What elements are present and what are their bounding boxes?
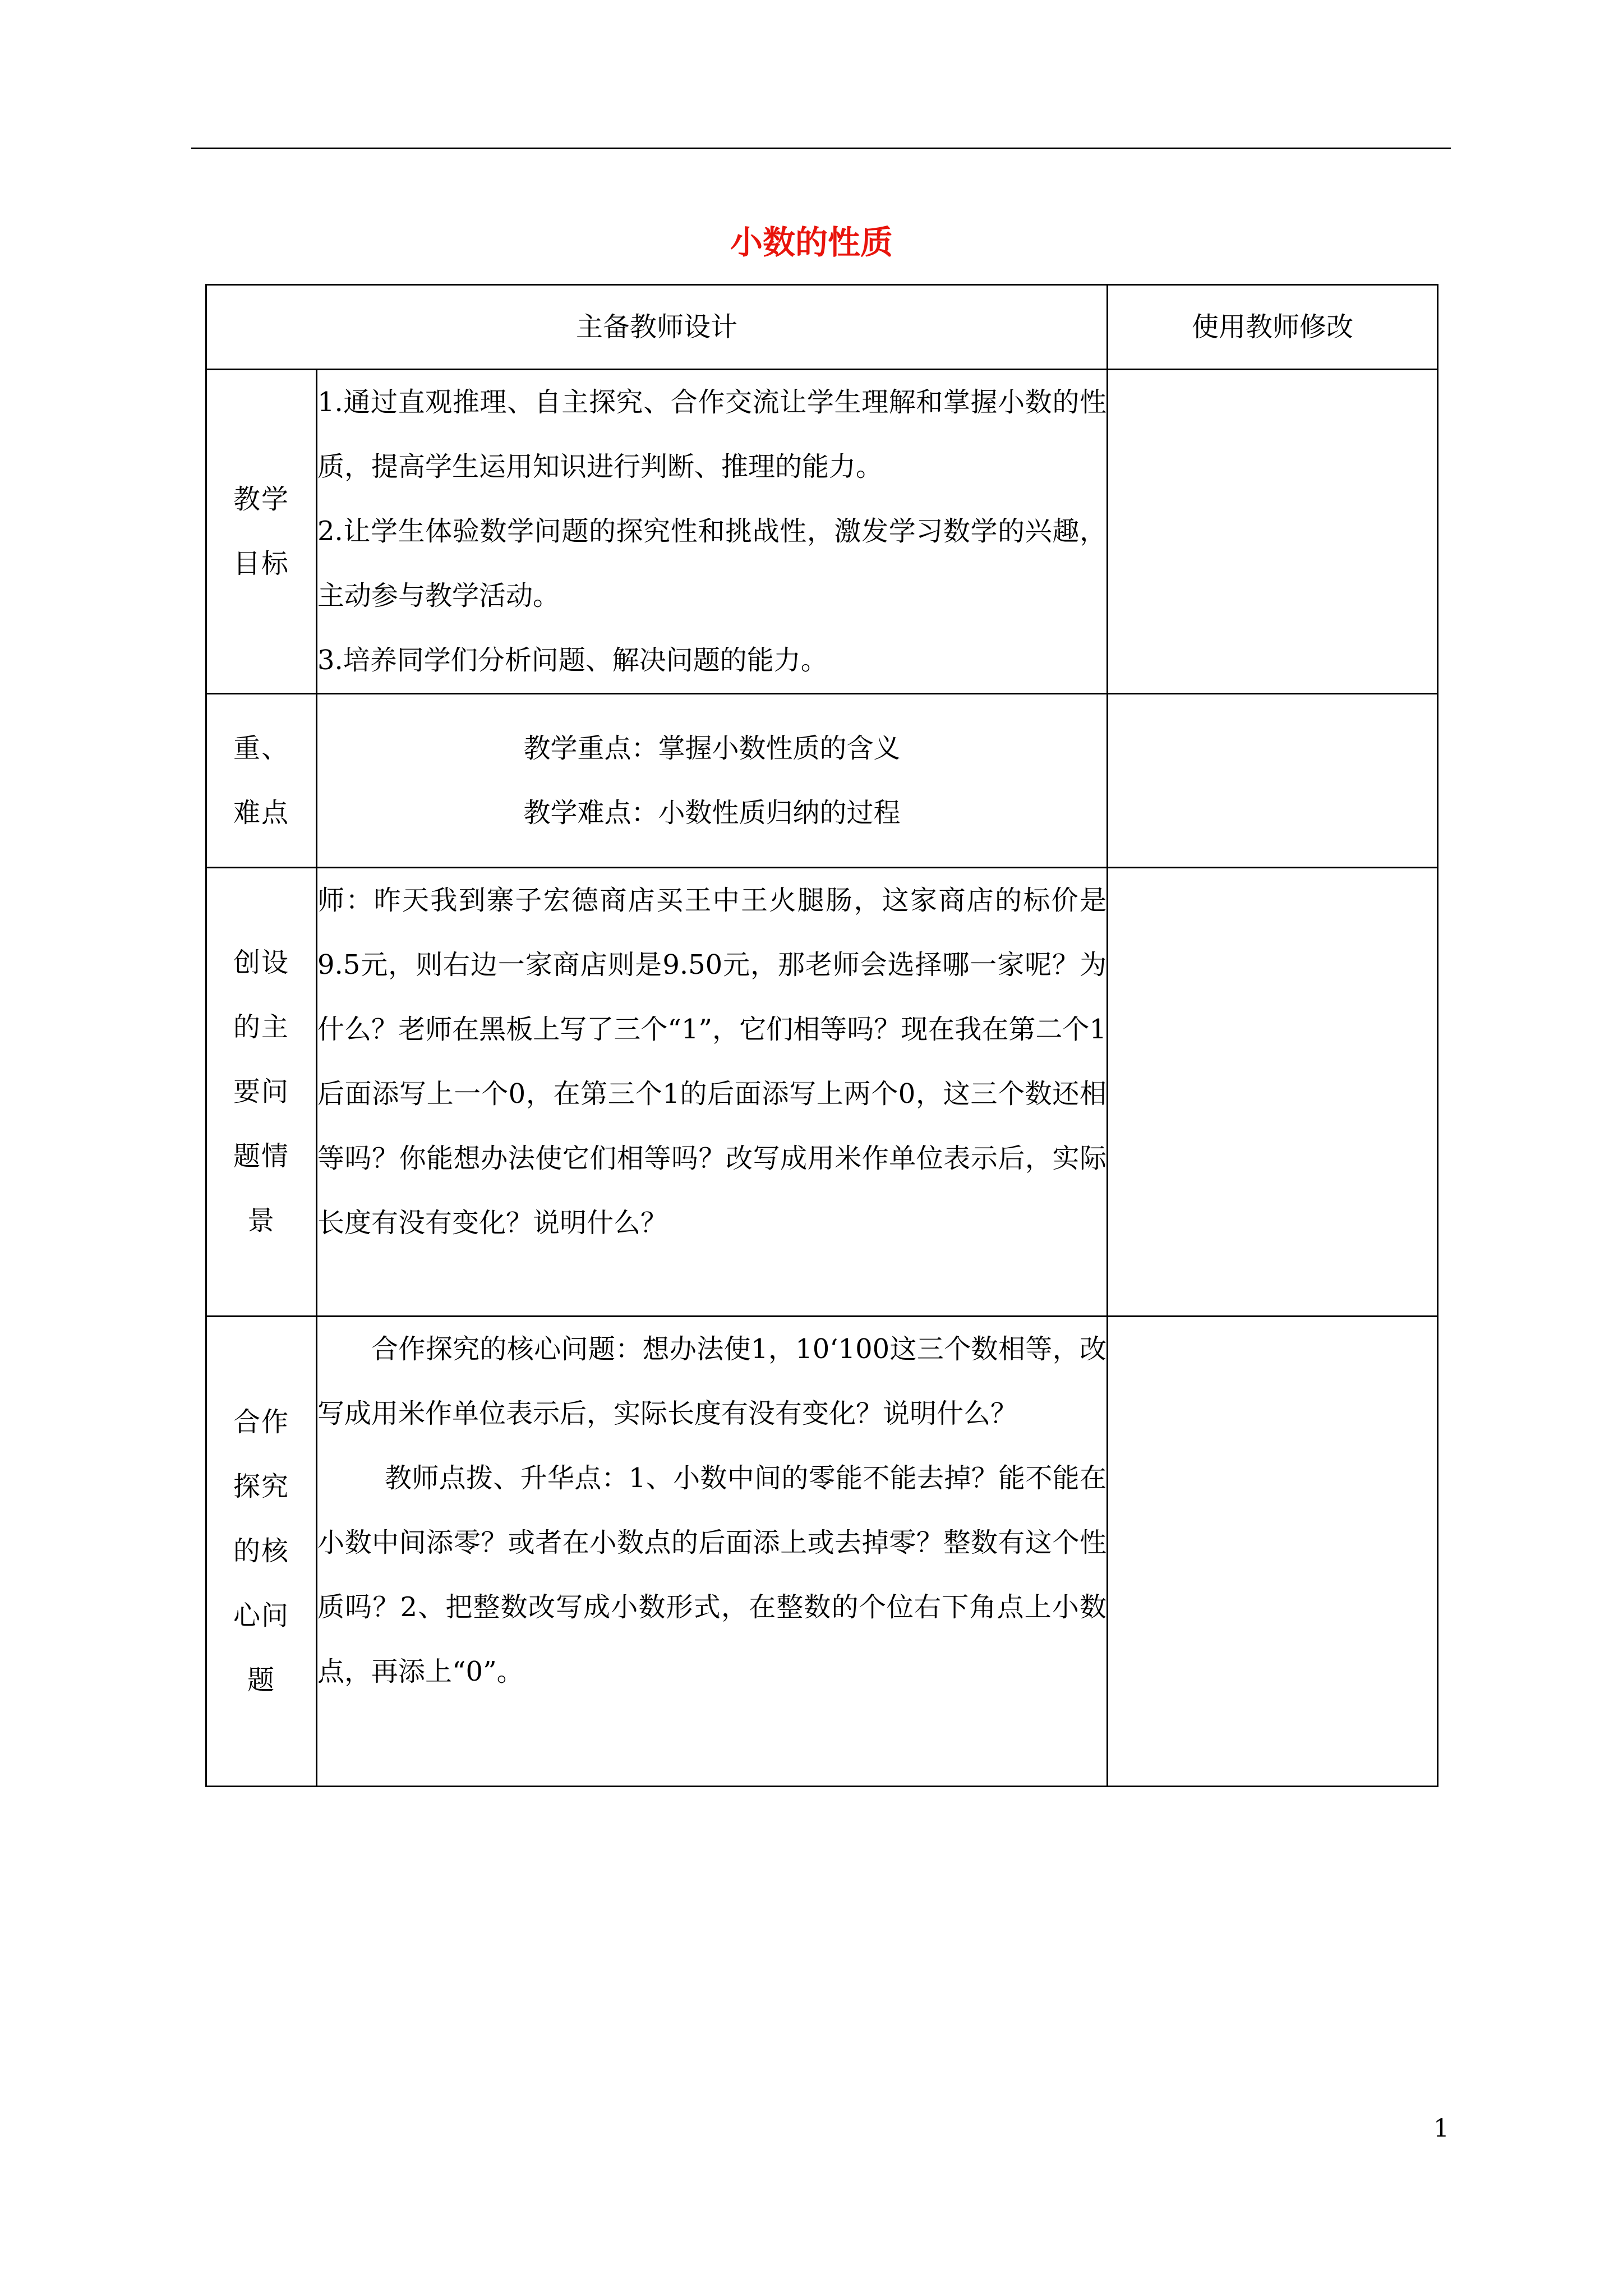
row-label: 创设的主要问题情景 bbox=[206, 868, 317, 1317]
lesson-plan-table bbox=[205, 284, 1438, 1787]
table-row bbox=[206, 694, 1438, 868]
row-content bbox=[317, 694, 1108, 868]
header-rule bbox=[191, 148, 1451, 149]
row-content bbox=[317, 868, 1108, 1317]
scenario-paragraph: 师：昨天我到寨子宏德商店买王中王火腿肠，这家商店的标价是9.5元，则右边一家商店则是9.50元，那老师会选择哪一家呢？为什么？老师在黑板上写了三个“1”，它们相等吗？现在我在第二个1后面添写上一个0，在第三个1的后面添写上两个0，这三个数还相等吗？你能想办法使它们相等吗？改写成用米作单位表示后，实际长度有没有变化？说明什么？ bbox=[317, 885, 1107, 1239]
key-point-line: 教学重点：掌握小数性质的含义 bbox=[523, 732, 901, 764]
row-label: 合作探究的核心问题 bbox=[206, 1317, 317, 1787]
edit-cell bbox=[1108, 694, 1438, 868]
difficulty-line: 教学难点：小数性质归纳的过程 bbox=[523, 797, 901, 829]
edit-cell bbox=[1108, 1317, 1438, 1787]
objective-line: 3.培养同学们分析问题、解决问题的能力。 bbox=[317, 645, 828, 676]
table-row bbox=[206, 370, 1438, 694]
table-header-row bbox=[206, 285, 1438, 370]
row-label: 重、难点 bbox=[206, 694, 317, 868]
objective-line: 2.让学生体验数学问题的探究性和挑战性，激发学习数学的兴趣，主动参与教学活动。 bbox=[317, 516, 1107, 611]
header-edit-cell: 使用教师修改 bbox=[1108, 285, 1438, 370]
document-title: 小数的性质 bbox=[730, 223, 893, 261]
edit-cell bbox=[1108, 370, 1438, 694]
row-content bbox=[317, 1317, 1108, 1787]
header-design-cell: 主备教师设计 bbox=[206, 285, 1108, 370]
row-content bbox=[317, 370, 1108, 694]
objective-line: 1.通过直观推理、自主探究、合作交流让学生理解和掌握小数的性质，提高学生运用知识进行判断、推理的能力。 bbox=[317, 386, 1107, 482]
edit-cell bbox=[1108, 868, 1438, 1317]
teacher-guidance-paragraph: 教师点拨、升华点：1、小数中间的零能不能去掉？能不能在小数中间添零？或者在小数点的后面添上或去掉零？整数有这个性质吗？2、把整数改写成小数形式，在整数的个位右下角点上小数点，再添上“0”。 bbox=[317, 1462, 1107, 1687]
table-row bbox=[206, 1317, 1438, 1787]
table-row bbox=[206, 868, 1438, 1317]
row-label: 教学目标 bbox=[206, 370, 317, 694]
core-question-paragraph: 合作探究的核心问题：想办法使1，10‘100这三个数相等，改写成用米作单位表示后，实际长度有没有变化？说明什么？ bbox=[317, 1333, 1107, 1429]
page-number: 1 bbox=[1433, 2114, 1449, 2143]
